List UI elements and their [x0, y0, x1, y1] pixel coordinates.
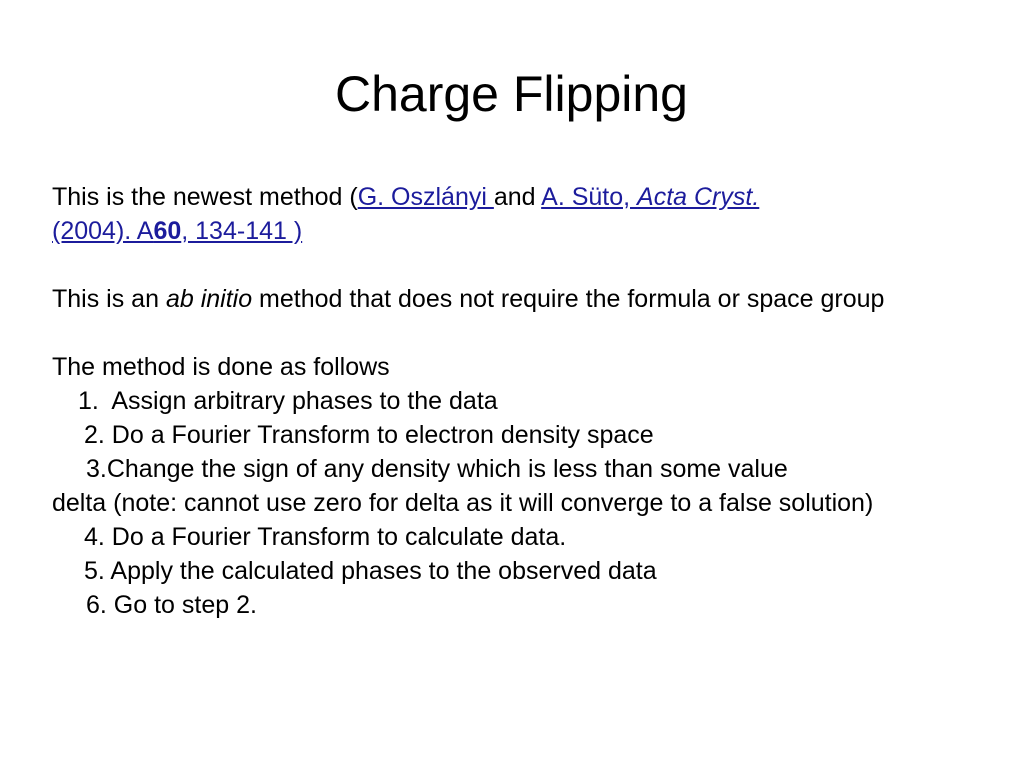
citation-link[interactable] — [52, 217, 302, 245]
author2-text: A. Süto, — [541, 183, 638, 211]
slide-body — [52, 180, 982, 622]
author1-link[interactable]: G. Oszlányi — [357, 183, 494, 211]
and-text: and — [493, 183, 542, 211]
step-5: 5. Apply the calculated phases to the observed data — [84, 557, 657, 585]
citation-pages: , 134-141 ) — [181, 217, 303, 245]
step-4: 4. Do a Fourier Transform to calculate data. — [84, 523, 567, 551]
spacer — [52, 248, 982, 282]
intro-prefix: This is the newest method ( — [52, 183, 358, 211]
citation-volume: 60 — [153, 217, 182, 245]
author2-link[interactable] — [541, 183, 759, 211]
ab-initio-paragraph — [52, 282, 982, 316]
intro-paragraph — [52, 180, 982, 248]
ab-initio-emphasis: ab initio — [165, 285, 253, 313]
step-3-continuation: delta (note: cannot use zero for delta as it will converge to a false solution) — [52, 489, 874, 517]
journal-name: Acta Cryst. — [637, 183, 760, 211]
citation-year: (2004). A — [52, 217, 154, 245]
method-heading: The method is done as follows — [52, 353, 390, 381]
ab-initio-prefix: This is an — [52, 285, 166, 313]
step-3-first-line: 3.Change the sign of any density which is less than some value — [86, 455, 788, 483]
step-1: 1. Assign arbitrary phases to the data — [78, 387, 498, 415]
step-2: 2. Do a Fourier Transform to electron density space — [84, 421, 654, 449]
spacer — [52, 316, 982, 350]
ab-initio-suffix: method that does not require the formula or space group — [252, 285, 885, 313]
step-6: 6. Go to step 2. — [86, 591, 257, 619]
slide-title: Charge Flipping — [335, 66, 688, 122]
